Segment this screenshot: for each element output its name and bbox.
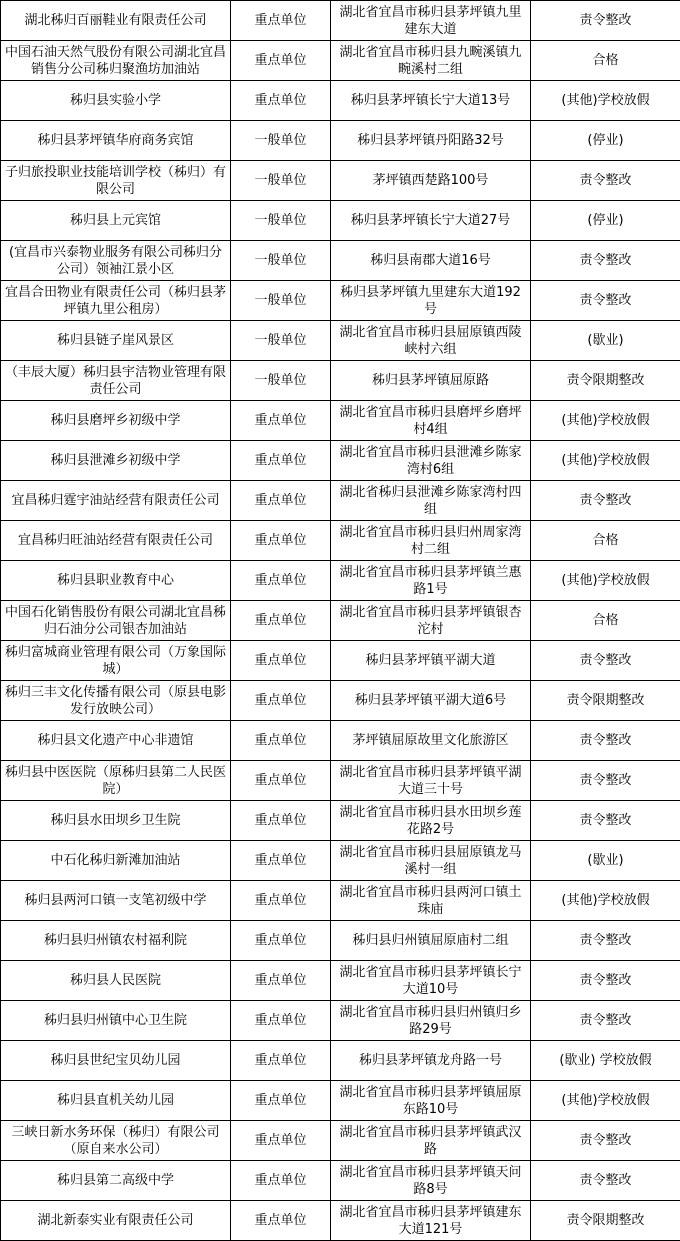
table-row (1, 41, 680, 81)
unit-name-cell: (宜昌市兴泰物业服务有限公司秭归分公司）领袖江景小区 (1, 241, 231, 281)
unit-type-cell: 重点单位 (231, 481, 331, 521)
inspection-result-cell: (其他)学校放假 (531, 441, 680, 481)
table-row (1, 801, 680, 841)
unit-name-cell: 秭归县职业教育中心 (1, 561, 231, 601)
inspection-result-cell: (停业) (531, 121, 680, 161)
unit-name-cell: 秭归三丰文化传播有限公司（原县电影发行放映公司） (1, 681, 231, 721)
unit-type-cell: 一般单位 (231, 281, 331, 321)
inspection-result-cell: 合格 (531, 41, 680, 81)
address-cell: 秭归县茅坪镇龙舟路一号 (331, 1041, 531, 1081)
unit-name-cell: 秭归县茅坪镇华府商务宾馆 (1, 121, 231, 161)
address-cell: 秭归县归州镇屈原庙村二组 (331, 921, 531, 961)
table-row (1, 401, 680, 441)
table-row (1, 681, 680, 721)
unit-type-cell: 一般单位 (231, 201, 331, 241)
address-cell: 湖北省宜昌市秭归县归州镇归乡路29号 (331, 1001, 531, 1041)
inspection-result-cell: 责令整改 (531, 1121, 680, 1161)
unit-type-cell: 重点单位 (231, 561, 331, 601)
table-row (1, 81, 680, 121)
unit-name-cell: 秭归县直机关幼儿园 (1, 1081, 231, 1121)
unit-type-cell: 一般单位 (231, 121, 331, 161)
table-row (1, 161, 680, 201)
address-cell: 湖北省宜昌市秭归县九畹溪镇九畹溪村二组 (331, 41, 531, 81)
inspection-result-cell: (其他)学校放假 (531, 561, 680, 601)
unit-type-cell: 重点单位 (231, 401, 331, 441)
table-row (1, 921, 680, 961)
unit-name-cell: 秭归县上元宾馆 (1, 201, 231, 241)
unit-type-cell: 重点单位 (231, 961, 331, 1001)
table-row (1, 561, 680, 601)
inspection-result-cell: (其他)学校放假 (531, 401, 680, 441)
address-cell: 茅坪镇屈原故里文化旅游区 (331, 721, 531, 761)
unit-name-cell: 秭归富城商业管理有限公司（万象国际城） (1, 641, 231, 681)
address-cell: 湖北省宜昌市秭归县屈原镇龙马溪村一组 (331, 841, 531, 881)
address-cell: 湖北省秭归县泄滩乡陈家湾村四组 (331, 481, 531, 521)
inspection-result-cell: 责令整改 (531, 961, 680, 1001)
unit-type-cell: 重点单位 (231, 721, 331, 761)
inspection-result-cell: 责令整改 (531, 1161, 680, 1201)
address-cell: 湖北省宜昌市秭归县茅坪镇屈原东路10号 (331, 1081, 531, 1121)
inspection-result-cell: 责令整改 (531, 1001, 680, 1041)
unit-name-cell: 中国石化销售股份有限公司湖北宜昌秭归石油分公司银杏加油站 (1, 601, 231, 641)
inspection-result-cell: (其他)学校放假 (531, 81, 680, 121)
unit-name-cell: 秭归县实验小学 (1, 81, 231, 121)
unit-name-cell: 秭归县第二高级中学 (1, 1161, 231, 1201)
unit-type-cell: 重点单位 (231, 1, 331, 41)
address-cell: 湖北省宜昌市秭归县茅坪镇平湖大道三十号 (331, 761, 531, 801)
address-cell: 秭归县茅坪镇九里建东大道192号 (331, 281, 531, 321)
unit-name-cell: 宜昌合田物业有限责任公司（秭归县茅坪镇九里公租房） (1, 281, 231, 321)
table-row (1, 601, 680, 641)
unit-type-cell: 重点单位 (231, 641, 331, 681)
table-row (1, 121, 680, 161)
inspection-result-cell: 责令整改 (531, 721, 680, 761)
inspection-result-cell: 责令整改 (531, 281, 680, 321)
inspection-result-cell: 责令整改 (531, 241, 680, 281)
unit-type-cell: 重点单位 (231, 1201, 331, 1241)
unit-name-cell: 宜昌秭归旺油站经营有限责任公司 (1, 521, 231, 561)
address-cell: 秭归县茅坪镇丹阳路32号 (331, 121, 531, 161)
unit-type-cell: 重点单位 (231, 761, 331, 801)
inspection-result-cell: 责令整改 (531, 761, 680, 801)
address-cell: 秭归县茅坪镇屈原路 (331, 361, 531, 401)
unit-type-cell: 重点单位 (231, 1081, 331, 1121)
unit-type-cell: 重点单位 (231, 81, 331, 121)
unit-type-cell: 重点单位 (231, 881, 331, 921)
unit-type-cell: 重点单位 (231, 441, 331, 481)
unit-name-cell: （丰辰大厦）秭归县宇洁物业管理有限责任公司 (1, 361, 231, 401)
table-row (1, 281, 680, 321)
unit-name-cell: 宜昌秭归霆宇油站经营有限责任公司 (1, 481, 231, 521)
inspection-result-cell: (停业) (531, 201, 680, 241)
unit-type-cell: 重点单位 (231, 1161, 331, 1201)
unit-name-cell: 秭归县中医医院（原秭归县第二人民医院） (1, 761, 231, 801)
table-body (1, 1, 680, 1241)
unit-name-cell: 秭归县人民医院 (1, 961, 231, 1001)
table-row (1, 721, 680, 761)
table-row (1, 201, 680, 241)
inspection-result-cell: (歇业) (531, 321, 680, 361)
address-cell: 湖北省宜昌市秭归县归州周家湾村二组 (331, 521, 531, 561)
table-row (1, 241, 680, 281)
unit-name-cell: 秭归县归州镇中心卫生院 (1, 1001, 231, 1041)
unit-name-cell: 子归旅投职业技能培训学校（秭归）有限公司 (1, 161, 231, 201)
inspection-result-cell: 责令整改 (531, 161, 680, 201)
address-cell: 湖北省宜昌市秭归县茅坪镇建东大道121号 (331, 1201, 531, 1241)
unit-type-cell: 重点单位 (231, 601, 331, 641)
address-cell: 湖北省宜昌市秭归县茅坪镇天问路8号 (331, 1161, 531, 1201)
table-row (1, 321, 680, 361)
inspection-result-cell: 责令限期整改 (531, 1201, 680, 1241)
table-row (1, 841, 680, 881)
table-row (1, 1081, 680, 1121)
unit-name-cell: 中石化秭归新滩加油站 (1, 841, 231, 881)
table-row (1, 1, 680, 41)
inspection-result-cell: (其他)学校放假 (531, 881, 680, 921)
address-cell: 湖北省宜昌市秭归县磨坪乡磨坪村4组 (331, 401, 531, 441)
address-cell: 湖北省宜昌市秭归县茅坪镇兰惠路1号 (331, 561, 531, 601)
address-cell: 湖北省宜昌市秭归县茅坪镇九里建东大道 (331, 1, 531, 41)
inspection-result-cell: 责令限期整改 (531, 361, 680, 401)
table-row (1, 441, 680, 481)
unit-type-cell: 重点单位 (231, 1001, 331, 1041)
inspection-result-cell: 合格 (531, 601, 680, 641)
unit-name-cell: 秭归县链子崖风景区 (1, 321, 231, 361)
address-cell: 湖北省宜昌市秭归县屈原镇西陵峡村六组 (331, 321, 531, 361)
table-row (1, 361, 680, 401)
inspection-result-cell: (歇业) (531, 841, 680, 881)
inspection-result-cell: 责令整改 (531, 921, 680, 961)
unit-name-cell: 秭归县水田坝乡卫生院 (1, 801, 231, 841)
unit-type-cell: 重点单位 (231, 921, 331, 961)
inspection-result-cell: 责令整改 (531, 801, 680, 841)
unit-name-cell: 秭归县泄滩乡初级中学 (1, 441, 231, 481)
unit-name-cell: 秭归县世纪宝贝幼儿园 (1, 1041, 231, 1081)
unit-name-cell: 湖北秭归百丽鞋业有限责任公司 (1, 1, 231, 41)
address-cell: 湖北省宜昌市秭归县水田坝乡莲花路2号 (331, 801, 531, 841)
unit-type-cell: 重点单位 (231, 1121, 331, 1161)
unit-name-cell: 秭归县磨坪乡初级中学 (1, 401, 231, 441)
address-cell: 秭归县南郡大道16号 (331, 241, 531, 281)
inspection-result-cell: 责令整改 (531, 1, 680, 41)
address-cell: 湖北省宜昌市秭归县茅坪镇长宁大道10号 (331, 961, 531, 1001)
unit-type-cell: 重点单位 (231, 521, 331, 561)
unit-type-cell: 一般单位 (231, 321, 331, 361)
unit-type-cell: 重点单位 (231, 841, 331, 881)
table-row (1, 1201, 680, 1241)
address-cell: 秭归县茅坪镇平湖大道 (331, 641, 531, 681)
table-row (1, 961, 680, 1001)
inspection-result-cell: 责令整改 (531, 641, 680, 681)
unit-name-cell: 秭归县两河口镇一支笔初级中学 (1, 881, 231, 921)
unit-name-cell: 中国石油天然气股份有限公司湖北宜昌销售分公司秭归聚渔坊加油站 (1, 41, 231, 81)
address-cell: 秭归县茅坪镇长宁大道27号 (331, 201, 531, 241)
unit-name-cell: 秭归县归州镇农村福利院 (1, 921, 231, 961)
unit-type-cell: 重点单位 (231, 41, 331, 81)
unit-type-cell: 一般单位 (231, 361, 331, 401)
unit-type-cell: 重点单位 (231, 681, 331, 721)
inspection-result-cell: (其他)学校放假 (531, 1081, 680, 1121)
inspection-result-cell: (歇业) 学校放假 (531, 1041, 680, 1081)
unit-type-cell: 一般单位 (231, 161, 331, 201)
table-row (1, 1041, 680, 1081)
address-cell: 湖北省宜昌市秭归县茅坪镇银杏沱村 (331, 601, 531, 641)
address-cell: 茅坪镇西楚路100号 (331, 161, 531, 201)
address-cell: 秭归县茅坪镇长宁大道13号 (331, 81, 531, 121)
table-row (1, 881, 680, 921)
table-row (1, 761, 680, 801)
inspection-result-cell: 责令整改 (531, 481, 680, 521)
address-cell: 湖北省宜昌市秭归县泄滩乡陈家湾村6组 (331, 441, 531, 481)
table-row (1, 1161, 680, 1201)
address-cell: 秭归县茅坪镇平湖大道6号 (331, 681, 531, 721)
inspection-result-cell: 合格 (531, 521, 680, 561)
address-cell: 湖北省宜昌市秭归县两河口镇土珠庙 (331, 881, 531, 921)
table-row (1, 1121, 680, 1161)
table-row (1, 641, 680, 681)
inspection-result-cell: 责令限期整改 (531, 681, 680, 721)
table-row (1, 1001, 680, 1041)
unit-type-cell: 重点单位 (231, 801, 331, 841)
unit-name-cell: 三峡日新水务环保（秭归）有限公司（原自来水公司） (1, 1121, 231, 1161)
unit-type-cell: 一般单位 (231, 241, 331, 281)
unit-name-cell: 秭归县文化遗产中心非遗馆 (1, 721, 231, 761)
table-row (1, 521, 680, 561)
table-row (1, 481, 680, 521)
unit-type-cell: 重点单位 (231, 1041, 331, 1081)
unit-name-cell: 湖北新泰实业有限责任公司 (1, 1201, 231, 1241)
address-cell: 湖北省宜昌市秭归县茅坪镇武汉路 (331, 1121, 531, 1161)
